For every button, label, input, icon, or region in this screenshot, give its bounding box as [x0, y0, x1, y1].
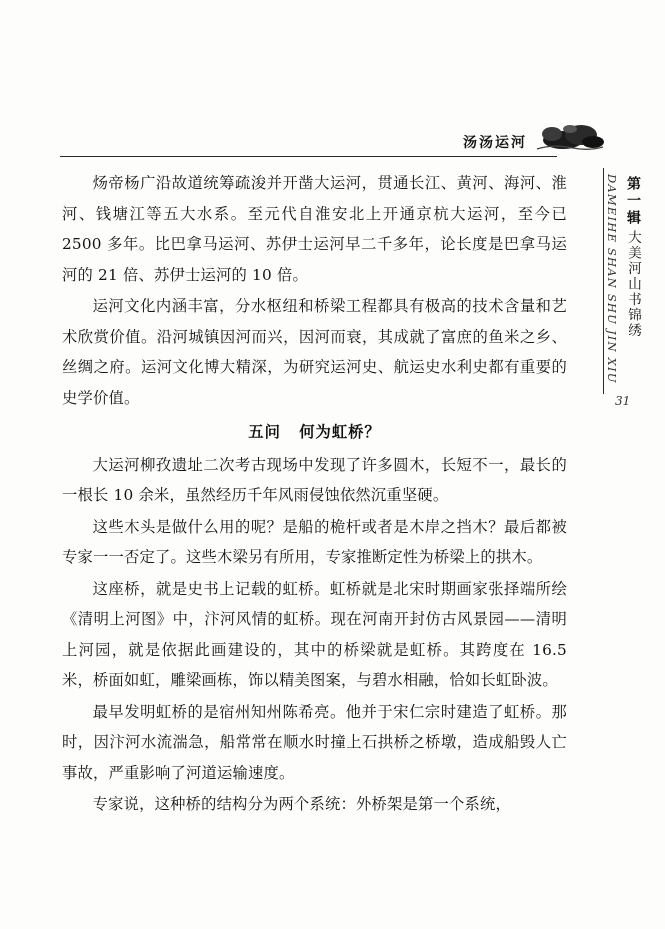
page-sidebar	[603, 168, 643, 418]
paragraph: 运河文化内涵丰富，分水枢纽和桥梁工程都具有极高的技术含量和艺术欣赏价值。沿河城镇因河而兴，因河而衰，其成就了富庶的鱼米之乡、丝绸之府。运河文化博大精深，为研究运河史、航运史水利史都有重要的史学价值。	[62, 297, 567, 407]
section-heading-text: 何为虹桥？	[299, 423, 381, 441]
page-number: 31	[615, 394, 631, 408]
section-heading-number: 五问	[248, 423, 281, 441]
paragraph: 专家说，这种桥的结构分为两个系统：外桥架是第一个系统，	[92, 795, 512, 813]
sidebar-volume-label: 第一辑	[625, 176, 641, 227]
sidebar-divider	[603, 168, 604, 394]
page-header	[60, 120, 605, 166]
paragraph: 炀帝杨广沿故道统筹疏浚并开凿大运河，贯通长江、黄河、海河、淮河、钱塘江等五大水系。至元代自淮安北上开通京杭大运河，至今已 2500 多年。比巴拿马运河、苏伊士运河早二千多年，论长度是巴拿马运河的 21 倍、苏伊士运河的 10 倍。	[62, 174, 567, 284]
section-heading	[62, 417, 567, 448]
sidebar-series-label: 大美河山书锦绣	[625, 230, 641, 339]
paragraph: 大运河柳孜遗址二次考古现场中发现了许多圆木，长短不一，最长的一根长 10 余米，虽然经历千年风雨侵蚀依然沉重坚硬。	[62, 455, 567, 504]
sidebar-latin-title: DAMEIHE SHAN SHU JIN XIU	[605, 174, 619, 384]
running-title: 汤汤运河	[463, 135, 527, 151]
header-divider	[60, 156, 557, 157]
ink-painting-ornament-icon	[533, 120, 605, 154]
paragraph: 最早发明虹桥的是宿州知州陈希亮。他并于宋仁宗时建造了虹桥。那时，因汴河水流湍急，船常常在顺水时撞上石拱桥之桥墩，造成船毁人亡事故，严重影响了河道运输速度。	[62, 702, 567, 782]
paragraph: 这些木头是做什么用的呢？是船的桅杆或者是木岸之挡木？最后都被专家一一否定了。这些木梁另有所用，专家推断定性为桥梁上的拱木。	[62, 517, 567, 566]
paragraph: 这座桥，就是史书上记载的虹桥。虹桥就是北宋时期画家张择端所绘《清明上河图》中，汴河风情的虹桥。现在河南开封仿古风景园——清明上河园，就是依据此画建设的，其中的桥梁就是虹桥。其跨度在 16.5 米，桥面如虹，雕梁画栋，饰以精美图案，与碧水相融，恰如长虹卧波。	[62, 579, 567, 689]
body-content	[62, 168, 567, 821]
